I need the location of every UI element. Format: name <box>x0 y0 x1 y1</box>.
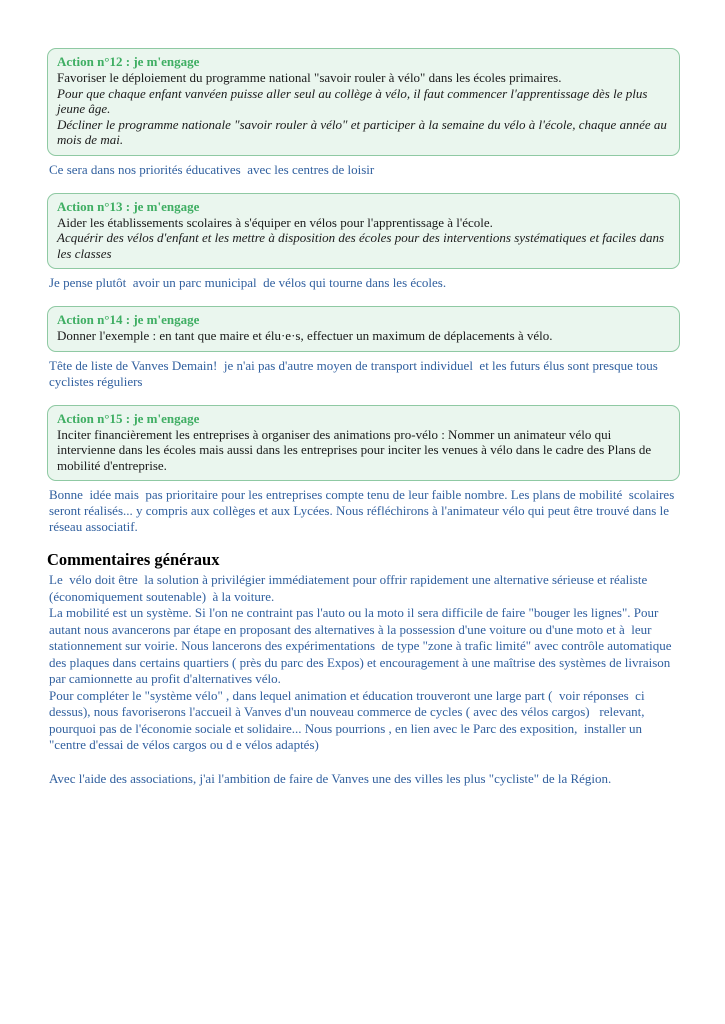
action-description-line: Aider les établissements scolaires à s'équiper en vélos pour l'apprentissage à l'école. <box>57 214 493 230</box>
action-title: Action n°15 : je m'engage <box>57 410 200 426</box>
action-commitment-box <box>47 306 680 352</box>
action-commitment-box <box>47 193 680 270</box>
action-block <box>47 405 680 536</box>
general-comment-paragraph: Avec l'aide des associations, j'ai l'ambition de faire de Vanves une des villes les plus "cycliste" de la Région. <box>49 770 612 786</box>
action-title: Action n°12 : je m'engage <box>57 54 200 69</box>
candidate-response: Bonne idée mais pas prioritaire pour les entreprises compte tenu de leur faible nombre. Les plans de mobilité scolaires seront réalisés... y compris aux collèges et aux Lycées. Nous réfléchirons à l'animateur vélo qui peut être trouvé dans le réseau associatif. <box>49 487 678 534</box>
general-comment-paragraph: Le vélo doit être la solution à privilégier immédiatement pour offrir rapidement une alternative sérieuse et réaliste (économiquement soutenable) à la voiture. <box>49 572 651 604</box>
action-description-line: Favoriser le déploiement du programme national "savoir rouler à vélo" dans les écoles primaires. <box>57 70 562 85</box>
action-commitment-box <box>47 405 680 482</box>
action-description-line: Acquérir des vélos d'enfant et les mettre à disposition des écoles pour des interventions systématiques et faciles dans les classes <box>57 230 668 261</box>
action-description-line: Donner l'exemple : en tant que maire et élu·e·s, effectuer un maximum de déplacements à vélo. <box>57 328 553 343</box>
general-comment-paragraph: Pour compléter le "système vélo" , dans lequel animation et éducation trouveront une large part ( voir réponses ci dessus), nous favoriserons l'accueil à Vanves d'un nouveau commerce de cycles ( avec des vélos cargos) relevant, pourquoi pas de l'économie sociale et solidaire... Nous pourrions , en lien avec le Parc des exposition, installer un "centre d'essai de vélos cargos ou d e vélos adaptés) <box>49 687 648 752</box>
action-block <box>47 306 680 390</box>
candidate-response: Tête de liste de Vanves Demain! je n'ai pas d'autre moyen de transport individuel et les futurs élus sont presque tous cyclistes réguliers <box>49 357 662 389</box>
candidate-response: Ce sera dans nos priorités éducatives avec les centres de loisir <box>49 161 375 177</box>
general-comments-heading: Commentaires généraux <box>47 550 220 569</box>
action-block <box>47 48 680 178</box>
general-comment-paragraph: La mobilité est un système. Si l'on ne contraint pas l'auto ou la moto il sera difficile de faire "bouger les lignes". Pour autant nous avancerons par étape en proposant des alternatives à la possession d'une voiture ou d'une moto et à leur stationnement sur voirie. Nous lancerons des expérimentations de type "zone à trafic limité" avec contrôle automatique des plaques dans certains quartiers ( près du parc des Expos) et encouragement à une maîtrise des systèmes de livraison par camionnette au profit d'alternatives vélo. <box>49 605 675 686</box>
general-comments-body <box>47 572 680 787</box>
actions-section <box>47 48 680 535</box>
action-description-line: Pour que chaque enfant vanvéen puisse aller seul au collège à vélo, il faut commencer l'apprentissage dès le plus jeune âge. <box>57 85 651 116</box>
action-block <box>47 193 680 292</box>
action-title: Action n°14 : je m'engage <box>57 312 200 327</box>
action-description-line: Inciter financièrement les entreprises à organiser des animations pro-vélo : Nommer un animateur vélo qui intervienne dans les écoles mais aussi dans les entreprises pour inciter les venues à vélo dans le cadre des Plans de mobilité d'entreprise. <box>57 426 655 473</box>
action-commitment-box <box>47 48 680 156</box>
action-description-line: Décliner le programme nationale "savoir rouler à vélo" et participer à la semaine du vélo à l'école, chaque année au mois de mai. <box>57 116 671 147</box>
candidate-response: Je pense plutôt avoir un parc municipal de vélos qui tourne dans les écoles. <box>49 275 447 290</box>
action-title: Action n°13 : je m'engage <box>57 198 200 214</box>
